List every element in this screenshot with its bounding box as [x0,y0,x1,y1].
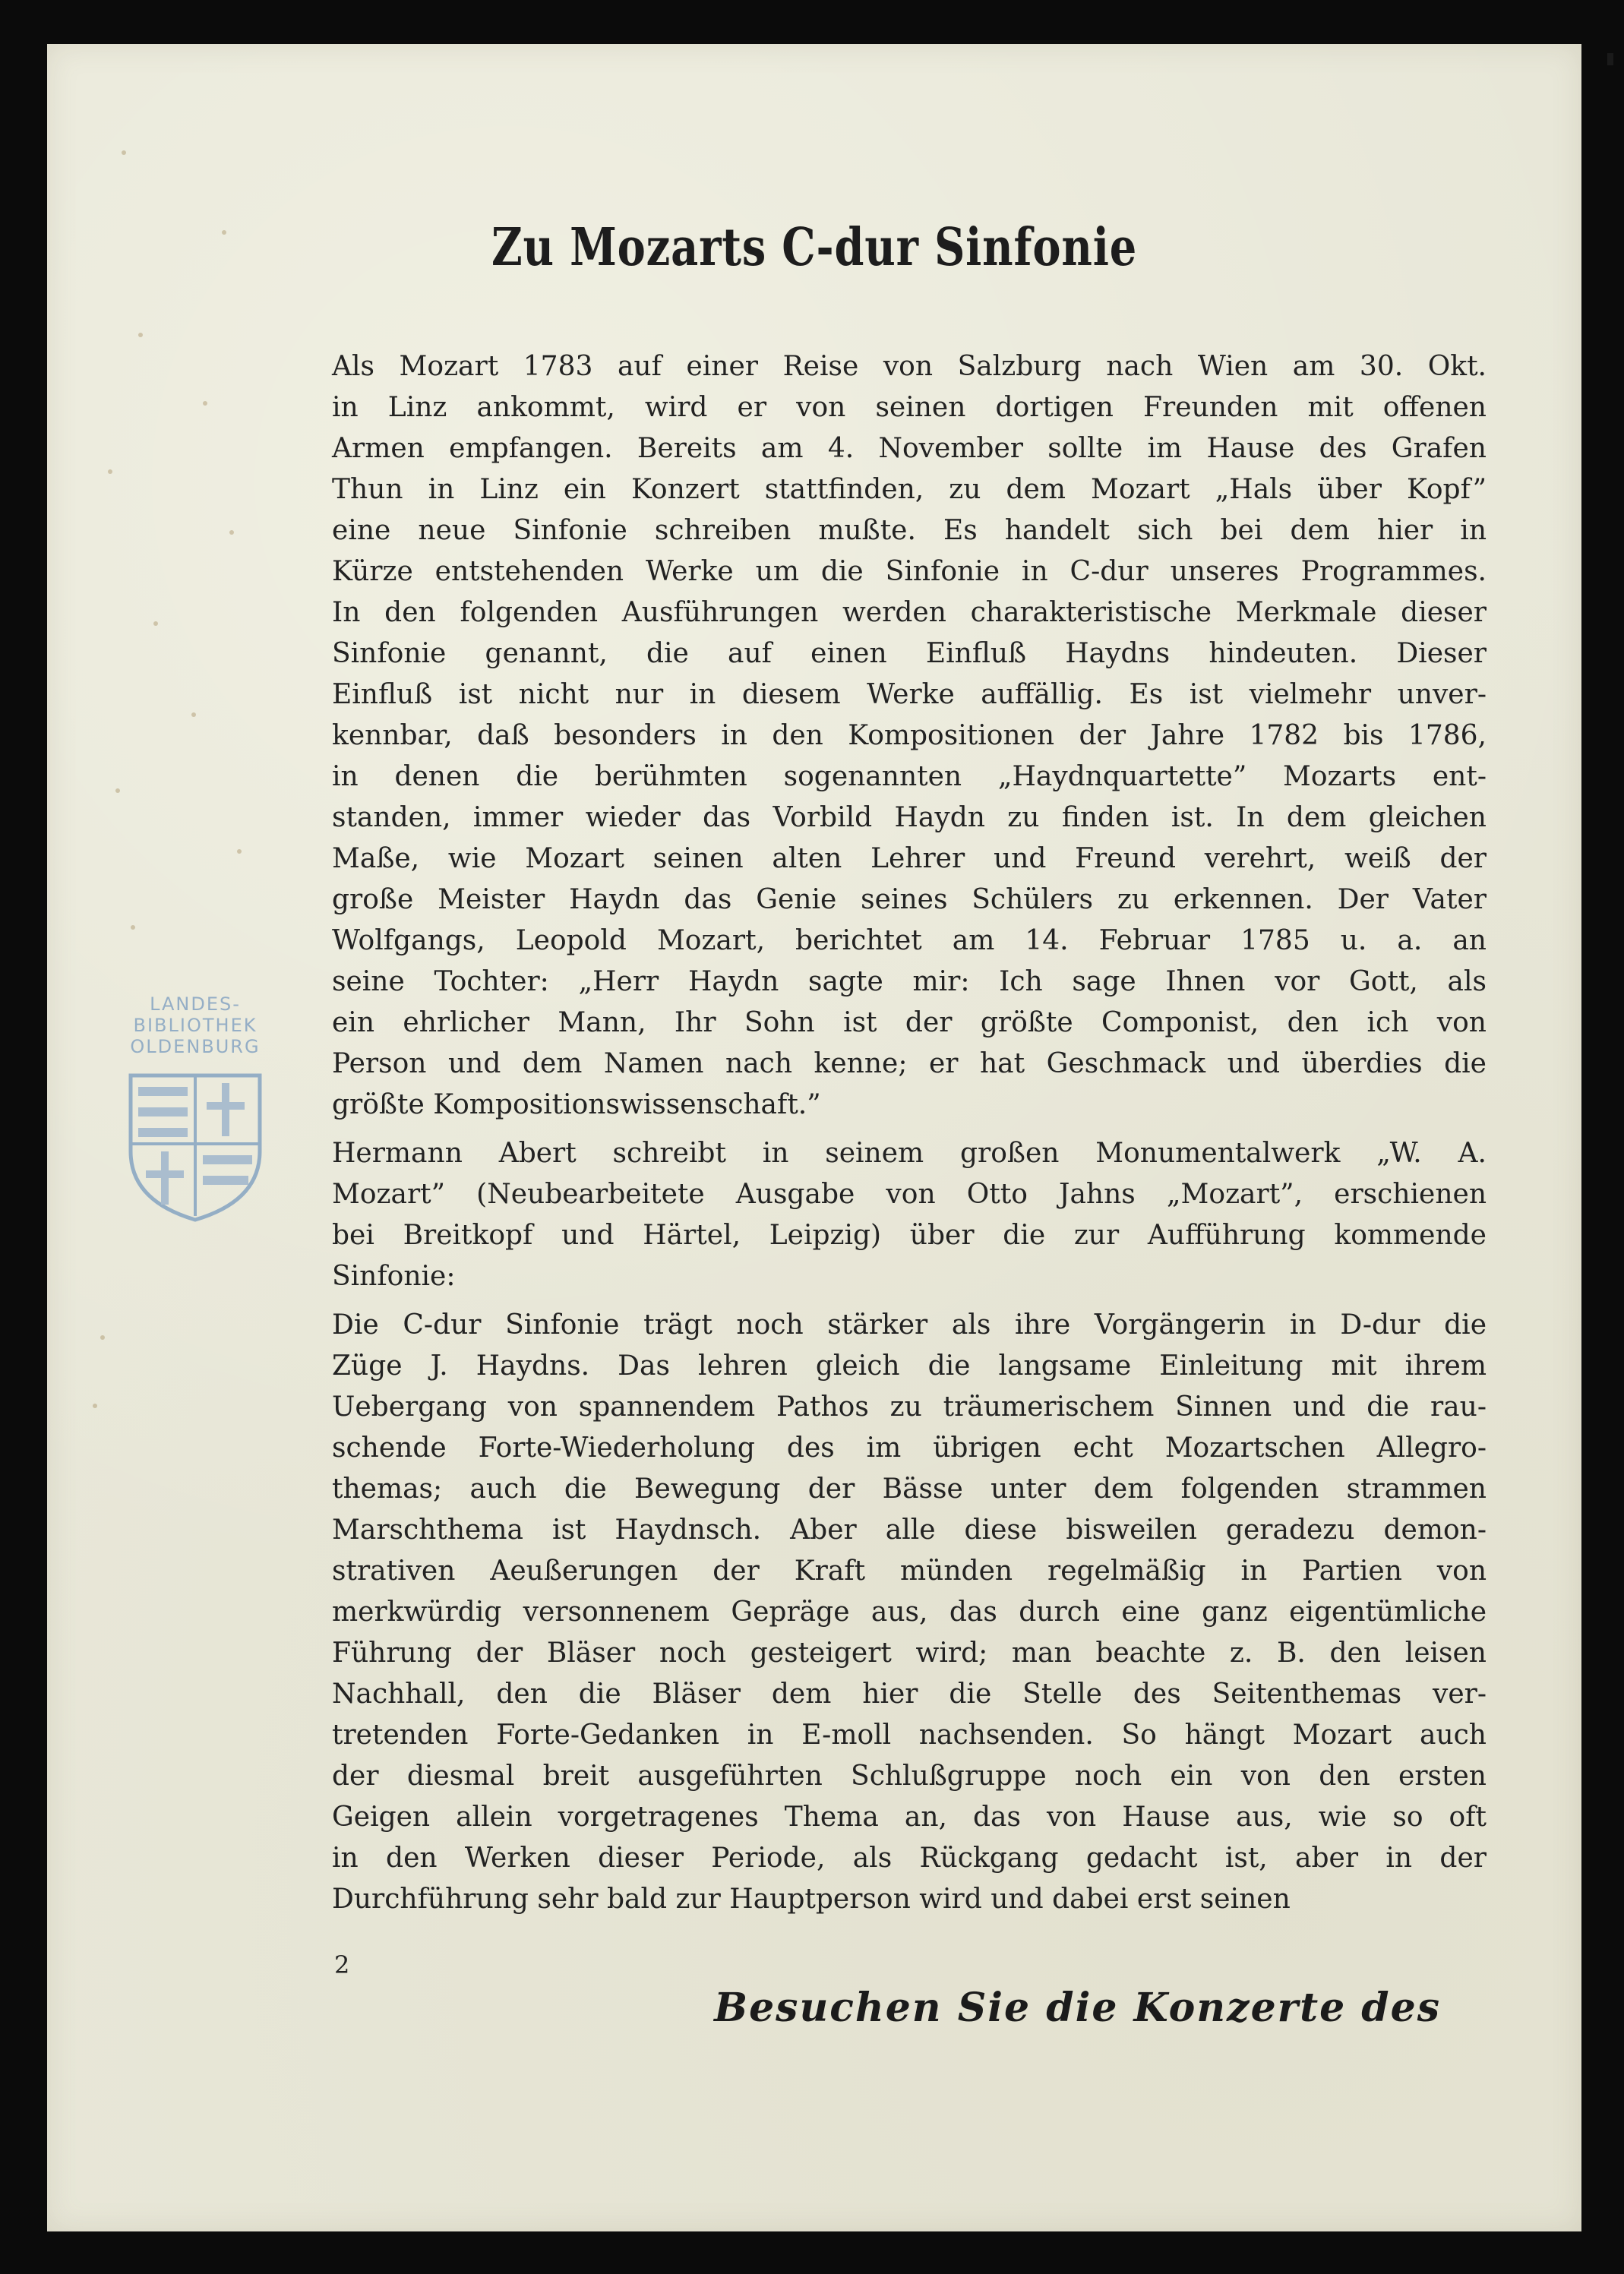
foxing-spot [203,401,207,406]
text-line: in Linz ankommt, wird er von seinen dortigen Freunden mit offenen [332,392,1487,423]
foxing-spot [93,1404,97,1408]
footer-advertisement: Besuchen Sie die Konzerte des [714,1985,1441,2031]
text-line: standen, immer wieder das Vorbild Haydn zu finden ist. In dem gleichen [332,802,1487,833]
paragraph-gap [332,1297,1487,1305]
text-line: strativen Aeußerungen der Kraft münden regelmäßig in Partien von [332,1555,1487,1587]
text-line: Uebergang von spannendem Pathos zu träumerischem Sinnen und die rau- [332,1391,1487,1423]
foxing-spot [122,150,126,155]
text-line: Person und dem Namen nach kenne; er hat Geschmack und überdies die [332,1048,1487,1079]
text-line: Sinfonie: [332,1261,456,1292]
text-line: seine Tochter: „Herr Haydn sagte mir: Ich sage Ihnen vor Gott, als [332,966,1487,997]
text-line: Die C-dur Sinfonie trägt noch stärker als ihre Vorgängerin in D-dur die [332,1309,1487,1341]
text-line: merkwürdig versonnenem Gepräge aus, das durch eine ganz eigentümliche [332,1597,1487,1628]
text-line: Sinfonie genannt, die auf einen Einfluß Haydns hindeuten. Dieser [332,638,1487,669]
edge-mark [1607,53,1613,65]
text-line: schende Forte-Wiederholung des im übrigen echt Mozartschen Allegro- [332,1432,1487,1464]
text-line: in den Werken dieser Periode, als Rückgang gedacht ist, aber in der [332,1843,1487,1874]
text-line: Wolfgangs, Leopold Mozart, berichtet am 14. Februar 1785 u. a. an [332,925,1487,956]
text-line: Geigen allein vorgetragenes Thema an, das von Hause aus, wie so oft [332,1802,1487,1833]
foxing-spot [237,849,242,854]
text-line: in denen die berühmten sogenannten „Haydnquartette” Mozarts ent- [332,761,1487,792]
text-line: Thun in Linz ein Konzert stattfinden, zu dem Mozart „Hals über Kopf” [332,474,1487,505]
foxing-spot [138,333,143,337]
text-line: Mozart” (Neubearbeitete Ausgabe von Otto Jahns „Mozart”, erschienen [332,1179,1487,1210]
text-line: Hermann Abert schreibt in seinem großen Monumentalwerk „W. A. [332,1138,1487,1169]
text-line: kennbar, daß besonders in den Kompositionen der Jahre 1782 bis 1786, [332,720,1487,751]
text-line: Führung der Bläser noch gesteigert wird; man beachte z. B. den leisen [332,1638,1487,1669]
text-line: Als Mozart 1783 auf einer Reise von Salzburg nach Wien am 30. Okt. [332,351,1487,382]
foxing-spot [229,530,234,535]
text-line: Marschthema ist Haydnsch. Aber alle diese bisweilen geradezu demon- [332,1514,1487,1546]
text-line: Maße, wie Mozart seinen alten Lehrer und Freund verehrt, weiß der [332,843,1487,874]
foxing-spot [100,1335,105,1340]
text-line: der diesmal breit ausgeführten Schlußgruppe noch ein von den ersten [332,1761,1487,1792]
foxing-spot [153,621,158,626]
coat-of-arms-icon [123,1068,267,1227]
text-line: In den folgenden Ausführungen werden charakteristische Merkmale dieser [332,597,1487,628]
text-line: Armen empfangen. Bereits am 4. November sollte im Hause des Grafen [332,433,1487,464]
foxing-spot [191,712,196,717]
paragraph-gap [332,1126,1487,1133]
foxing-spot [108,469,112,474]
library-stamp [108,993,283,1282]
text-line: große Meister Haydn das Genie seines Schülers zu erkennen. Der Vater [332,884,1487,915]
stamp-line: LANDES- [150,993,241,1015]
foxing-spot [115,788,120,793]
text-line: bei Breitkopf und Härtel, Leipzig) über die zur Aufführung kommende [332,1220,1487,1251]
text-line: Durchführung sehr bald zur Hauptperson wird und dabei erst seinen [332,1884,1291,1915]
foxing-spot [222,230,226,235]
text-line: Züge J. Haydns. Das lehren gleich die langsame Einleitung mit ihrem [332,1350,1487,1382]
text-line: größte Kompositionswissenschaft.” [332,1089,821,1120]
text-line: Nachhall, den die Bläser dem hier die Stelle des Seitenthemas ver- [332,1679,1487,1710]
text-line: ein ehrlicher Mann, Ihr Sohn ist der größte Componist, den ich von [332,1007,1487,1038]
text-line: themas; auch die Bewegung der Bässe unter dem folgenden strammen [332,1473,1487,1505]
text-line: eine neue Sinfonie schreiben mußte. Es handelt sich bei dem hier in [332,515,1487,546]
document-page [47,44,1581,2231]
page-number: 2 [334,1950,350,1979]
page-title: Zu Mozarts C-dur Sinfonie [491,217,1138,278]
text-line: tretenden Forte-Gedanken in E-moll nachsenden. So hängt Mozart auch [332,1720,1487,1751]
foxing-spot [131,925,135,930]
stamp-line: OLDENBURG [130,1036,261,1057]
body-text [332,346,1487,1920]
text-line: Kürze entstehenden Werke um die Sinfonie in C-dur unseres Programmes. [332,556,1487,587]
text-line: Einfluß ist nicht nur in diesem Werke auffällig. Es ist vielmehr unver- [332,679,1487,710]
stamp-line: BIBLIOTHEK [133,1015,258,1036]
